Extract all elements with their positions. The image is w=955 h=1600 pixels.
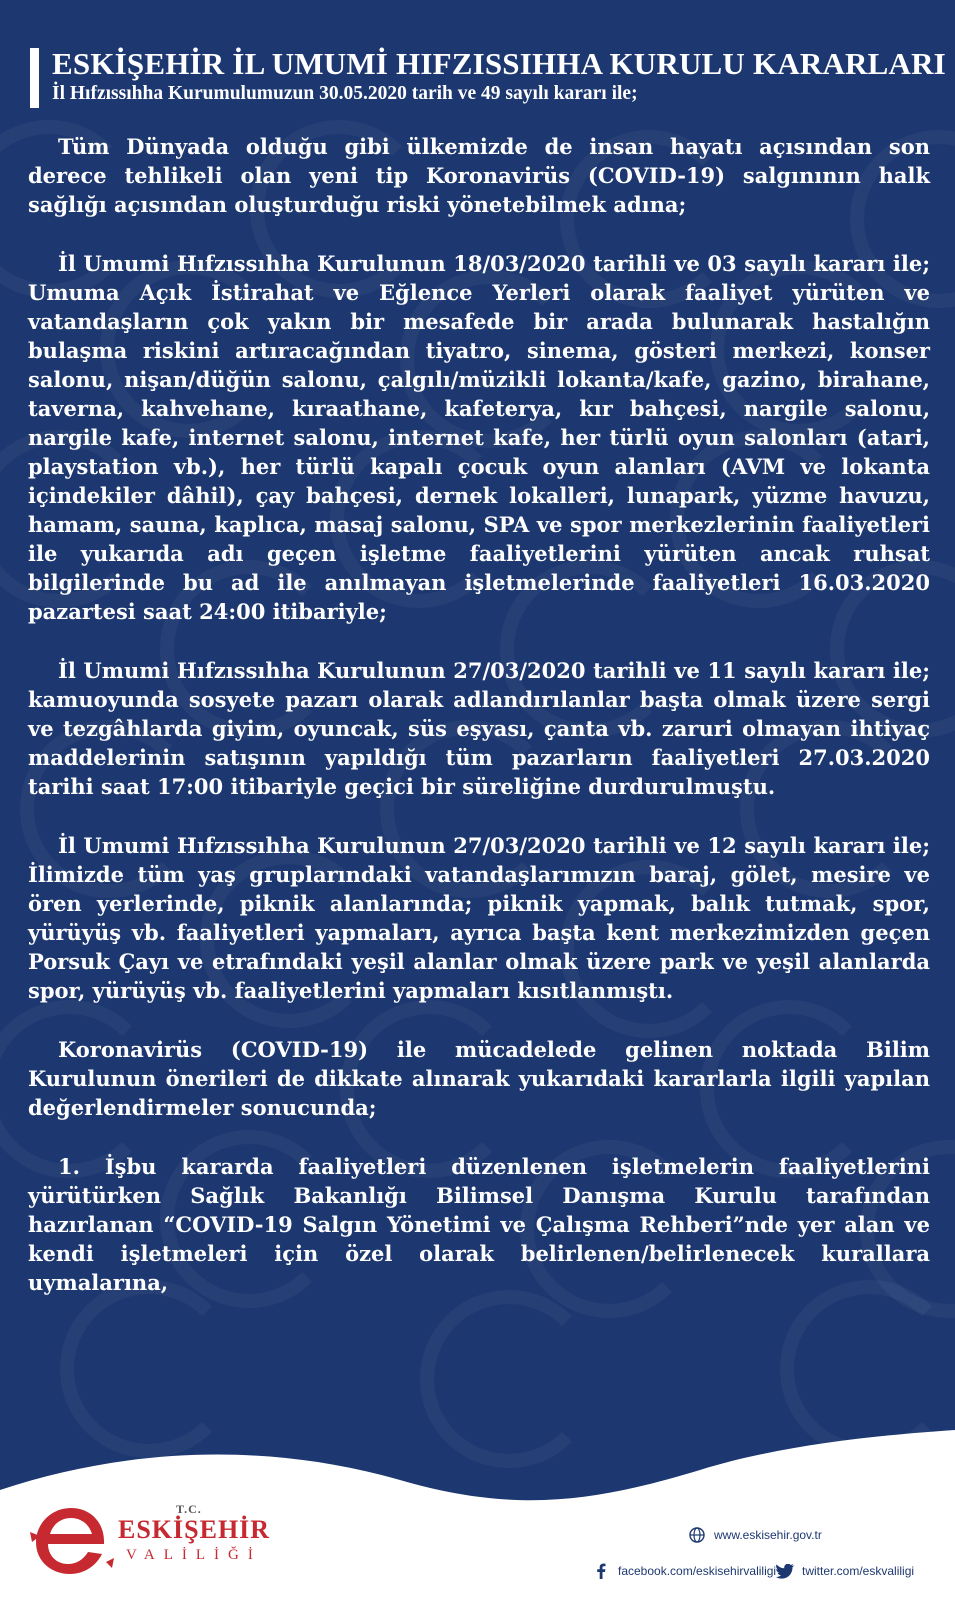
facebook-icon <box>592 1562 610 1580</box>
website-url: www.eskisehir.gov.tr <box>714 1528 822 1542</box>
logo-city: ESKİŞEHİR <box>118 1515 271 1544</box>
paragraph-evaluation: Koronavirüs (COVID-19) ile mücadelede gelinen noktada Bilim Kurulunun önerileri de dikkate alınarak yukarıdaki kararlarla ilgili yapılan değerlendirmeler sonucunda; <box>28 1037 930 1120</box>
facebook-link[interactable] <box>592 1562 776 1580</box>
website-link[interactable] <box>688 1526 822 1544</box>
twitter-link[interactable] <box>776 1562 914 1580</box>
twitter-url: twitter.com/eskvaliligi <box>802 1564 915 1578</box>
logo-tc: T.C. <box>176 1502 202 1516</box>
paragraph-decision-03: İl Umumi Hıfzıssıhha Kurulunun 18/03/2020 tarihli ve 03 sayılı kararı ile; Umuma Açık İstirahat ve Eğlence Yerleri olarak faaliyet yürüten ve vatandaşların çok yakın bir mesafede bir arada bulunarak hastalığın bulaşma riskini artıracağından tiyatro, sinema, gösteri merkezi, konser salonu, nişan/düğün salonu, çalgılı/müzikli lokanta/kafe, gazino, birahane, taverna, kahvehane, kıraathane, kafeterya, kır bahçesi, nargile salonu, nargile kafe, internet salonu, internet kafe, her türlü oyun salonları (atari, playstation vb.), her türlü kapalı çocuk oyun alanları (AVM ve lokanta içindekiler dâhil), çay bahçesi, dernek lokalleri, lunapark, yüzme havuzu, hamam, sauna, kaplıca, masaj salonu, SPA ve spor merkezlerinin faaliyetleri ile yukarıda adı geçen işletme faaliyetlerini yürüten ancak ruhsat bilgilerinde bu ad ile anılmayan işletmelerinde faaliyetleri 16.03.2020 pazartesi saat 24:00 itibariyle; <box>28 251 930 624</box>
twitter-icon <box>776 1562 794 1580</box>
page-title: ESKİŞEHİR İL UMUMİ HIFZISSIHHA KURULU KARARLARI <box>52 46 946 81</box>
eskisehir-logo-mark <box>26 1502 116 1580</box>
paragraph-decision-12: İl Umumi Hıfzıssıhha Kurulunun 27/03/2020 tarihli ve 12 sayılı kararı ile; İlimizde tüm yaş gruplarındaki vatandaşlarımızın baraj, gölet, mesire ve ören yerlerinde, piknik alanlarında; piknik yapmak, balık tutmak, spor, yürüyüş vb. faaliyetleri yapmaları, ayrıca başta kent merkezimizden geçen Porsuk Çayı ve etrafındaki yeşil alanlar olmak üzere park ve yeşil alanlarda spor, yürüyüş vb. faaliyetlerini yapmaları kısıtlanmıştı. <box>28 833 930 1003</box>
document-body <box>28 132 930 1327</box>
facebook-url: facebook.com/eskisehirvaliligi <box>618 1564 777 1578</box>
document-header <box>30 46 946 106</box>
logo-valilik: VALİLİĞİ <box>126 1547 262 1563</box>
page-number: 1 <box>864 1452 895 1520</box>
paragraph-intro: Tüm Dünyada olduğu gibi ülkemizde de insan hayatı açısından son derece tehlikeli olan yeni tip Koronavirüs (COVID-19) salgınının halk sağlığı açısından oluşturduğu riski yönetebilmek adına; <box>28 134 930 217</box>
paragraph-decision-11: İl Umumi Hıfzıssıhha Kurulunun 27/03/2020 tarihli ve 11 sayılı kararı ile; kamuoyunda sosyete pazarı olarak adlandırılanlar başta olmak üzere sergi ve tezgâhlarda giyim, oyuncak, süs eşyası, çanta vb. zaruri olmayan ihtiyaç maddelerinin satışının yapıldığı tüm pazarların faaliyetleri 27.03.2020 tarihi saat 17:00 itibariyle geçici bir süreliğine durdurulmuştu. <box>28 658 930 799</box>
header-accent-bar <box>30 48 39 108</box>
page-subtitle: İl Hıfzıssıhha Kurumulumuzun 30.05.2020 tarih ve 49 sayılı kararı ile; <box>52 83 638 104</box>
globe-icon <box>688 1526 706 1544</box>
eskisehir-valiligi-logo <box>26 1502 271 1582</box>
paragraph-article-1: 1. İşbu kararda faaliyetleri düzenlenen işletmelerin faaliyetlerini yürütürken Sağlık Bakanlığı Bilimsel Danışma Kurulu tarafından hazırlanan “COVID-19 Salgın Yönetimi ve Çalışma Rehberi”nde yer alan ve kendi işletmeleri için özel olarak belirlenen/belirlenecek kurallara uymalarına, <box>28 1154 930 1295</box>
